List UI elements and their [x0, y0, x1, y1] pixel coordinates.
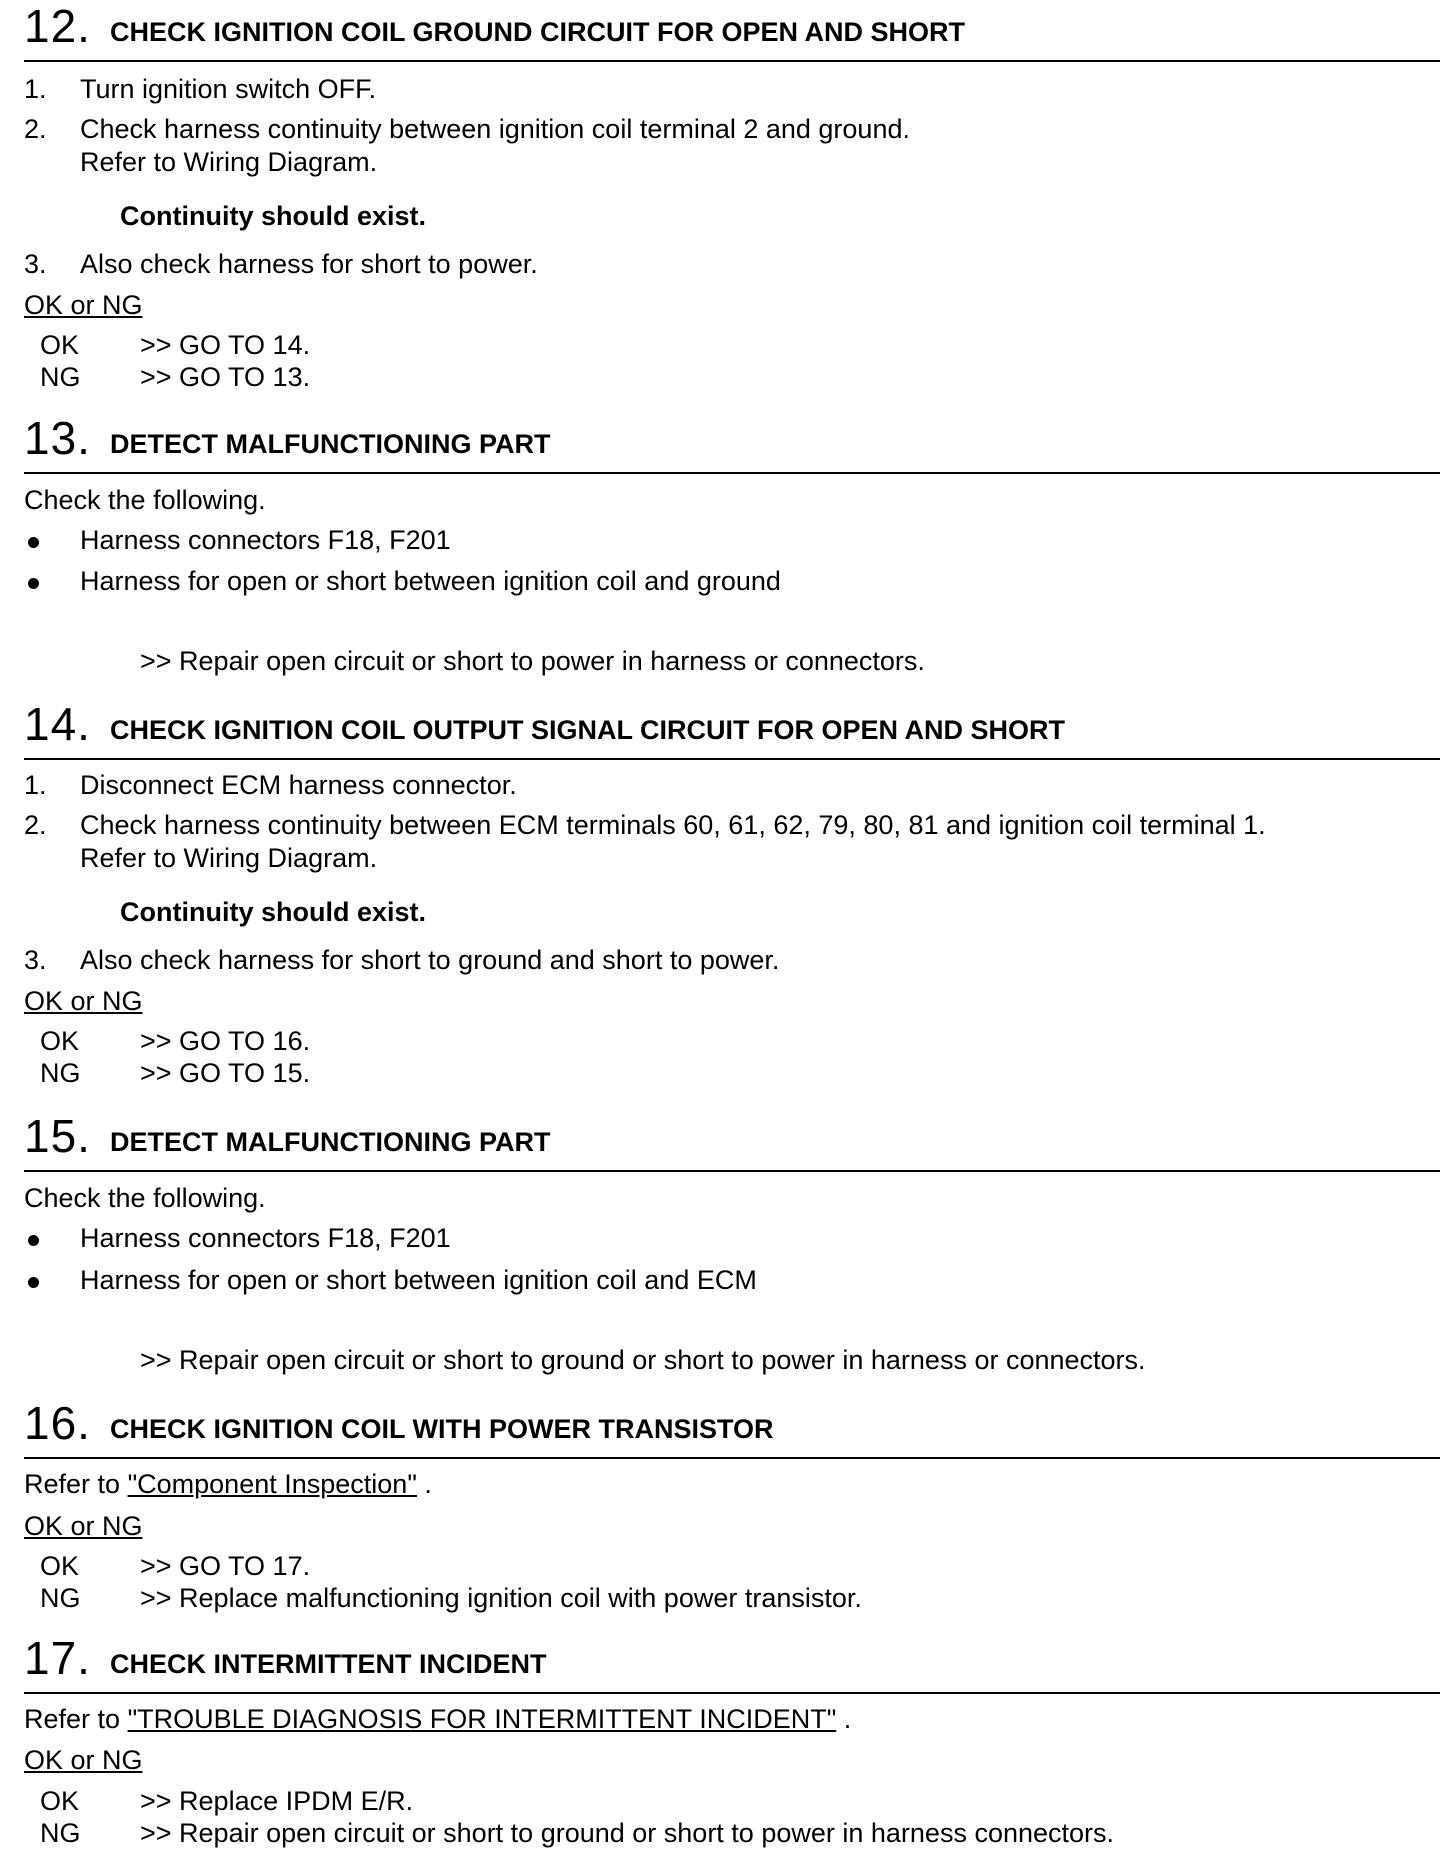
step-number: 1.: [24, 74, 47, 104]
refer-prefix: Refer to: [24, 1704, 121, 1734]
ok-label: OK: [40, 1026, 80, 1056]
step-number: 3.: [24, 945, 47, 975]
bullet-icon: [28, 1235, 39, 1246]
ng-action: >> GO TO 13.: [140, 362, 311, 392]
section-13-title: DETECT MALFUNCTIONING PART: [110, 429, 551, 459]
step-text: Turn ignition switch OFF.: [80, 74, 377, 104]
ng-label: NG: [40, 362, 81, 392]
step-text: Also check harness for short to ground and short to power.: [80, 945, 780, 975]
section-14-header: [24, 698, 1440, 760]
ok-ng-label: OK or NG: [24, 1745, 143, 1775]
spec-text: Continuity should exist.: [120, 201, 427, 231]
bullet-text: Harness for open or short between ignition coil and ground: [80, 566, 781, 596]
section-14-number: 14.: [24, 698, 91, 750]
ng-action: >> GO TO 15.: [140, 1058, 311, 1088]
bullet-icon: [28, 578, 39, 589]
ok-ng-label: OK or NG: [24, 290, 143, 320]
component-inspection-link[interactable]: "Component Inspection": [127, 1469, 417, 1499]
section-17-number: 17.: [24, 1632, 91, 1684]
step-text-continued: Refer to Wiring Diagram.: [80, 843, 378, 873]
section-16: [24, 1397, 1440, 1613]
section-17-title: CHECK INTERMITTENT INCIDENT: [110, 1649, 547, 1679]
step-text: Disconnect ECM harness connector.: [80, 770, 517, 800]
section-15-number: 15.: [24, 1110, 91, 1162]
action-text: >> Repair open circuit or short to ground or short to power in harness or connectors.: [140, 1345, 1146, 1375]
step-text: Check harness continuity between ignition coil terminal 2 and ground.: [80, 114, 910, 144]
bullet-icon: [28, 1277, 39, 1288]
section-16-title: CHECK IGNITION COIL WITH POWER TRANSISTOR: [110, 1414, 774, 1444]
intro-text: Check the following.: [24, 485, 266, 515]
refer-line: [24, 1468, 432, 1500]
step-text: Also check harness for short to power.: [80, 249, 538, 279]
section-13: [24, 412, 1440, 676]
intro-text: Check the following.: [24, 1183, 266, 1213]
bullet-icon: [28, 537, 39, 548]
refer-suffix: .: [424, 1469, 432, 1499]
section-15-header: [24, 1110, 1440, 1172]
section-15-title: DETECT MALFUNCTIONING PART: [110, 1127, 551, 1157]
section-12-number: 12.: [24, 0, 91, 52]
section-12-title: CHECK IGNITION COIL GROUND CIRCUIT FOR OPEN AND SHORT: [110, 17, 966, 47]
ng-label: NG: [40, 1058, 81, 1088]
section-13-number: 13.: [24, 412, 91, 464]
step-number: 2.: [24, 810, 47, 840]
bullet-text: Harness connectors F18, F201: [80, 1223, 451, 1253]
section-12-header: [24, 0, 1440, 62]
trouble-diagnosis-link[interactable]: "TROUBLE DIAGNOSIS FOR INTERMITTENT INCIDENT": [127, 1704, 837, 1734]
section-16-header: [24, 1397, 1440, 1459]
ng-action: >> Replace malfunctioning ignition coil with power transistor.: [140, 1583, 862, 1613]
ok-action: >> GO TO 14.: [140, 330, 311, 360]
action-text: >> Repair open circuit or short to power in harness or connectors.: [140, 646, 925, 676]
section-12: [24, 0, 1440, 392]
section-17-header: [24, 1632, 1440, 1694]
ok-action: >> GO TO 16.: [140, 1026, 311, 1056]
ng-label: NG: [40, 1818, 81, 1848]
section-15: [24, 1110, 1440, 1375]
refer-prefix: Refer to: [24, 1469, 121, 1499]
section-16-number: 16.: [24, 1397, 91, 1449]
ok-action: >> Replace IPDM E/R.: [140, 1786, 414, 1816]
spec-text: Continuity should exist.: [120, 897, 427, 927]
ok-label: OK: [40, 1786, 80, 1816]
step-text-continued: Refer to Wiring Diagram.: [80, 147, 378, 177]
ok-ng-label: OK or NG: [24, 986, 143, 1016]
refer-suffix: .: [843, 1704, 852, 1734]
ok-label: OK: [40, 1551, 80, 1581]
ng-label: NG: [40, 1583, 81, 1613]
ok-ng-label: OK or NG: [24, 1511, 143, 1541]
section-13-header: [24, 412, 1440, 474]
step-number: 3.: [24, 249, 47, 279]
step-number: 1.: [24, 770, 47, 800]
section-14: [24, 698, 1440, 1088]
bullet-text: Harness for open or short between ignition coil and ECM: [80, 1265, 757, 1295]
ok-label: OK: [40, 330, 80, 360]
step-text: Check harness continuity between ECM terminals 60, 61, 62, 79, 80, 81 and ignition coil terminal 1.: [80, 810, 1266, 840]
bullet-text: Harness connectors F18, F201: [80, 525, 451, 555]
section-14-title: CHECK IGNITION COIL OUTPUT SIGNAL CIRCUIT FOR OPEN AND SHORT: [110, 715, 1066, 745]
refer-line: [24, 1703, 851, 1735]
ng-action: >> Repair open circuit or short to ground or short to power in harness connectors.: [140, 1818, 1115, 1848]
step-number: 2.: [24, 114, 47, 144]
section-17: [24, 1632, 1440, 1848]
ok-action: >> GO TO 17.: [140, 1551, 311, 1581]
